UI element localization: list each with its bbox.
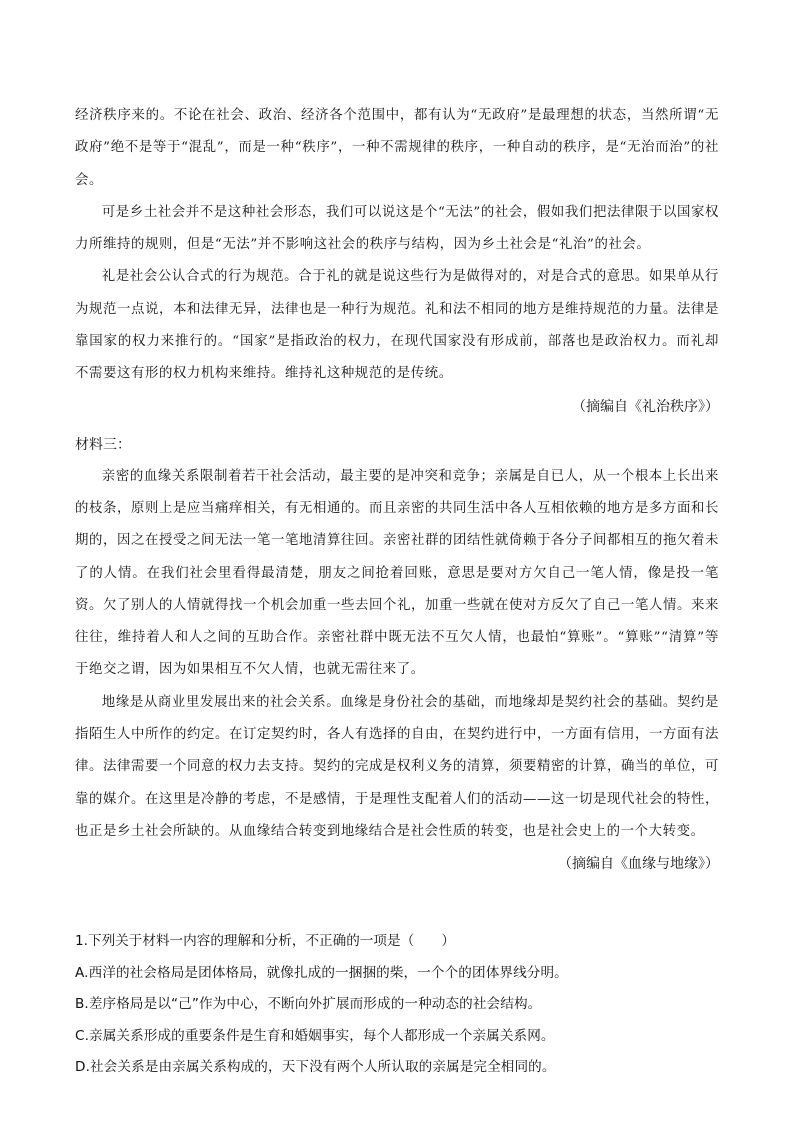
option-b[interactable]: B.差序格局是以“己”作为中心，不断向外扩展而形成的一种动态的社会结构。 (75, 996, 542, 1013)
source-attribution-2: （摘编自《血缘与地缘》） (558, 856, 719, 873)
material-3-heading: 材料三： (75, 436, 131, 453)
question-1 (75, 926, 719, 1084)
option-d[interactable]: D.社会关系是由亲属关系构成的，天下没有两个人所认取的亲属是完全相同的。 (75, 1059, 556, 1076)
paragraph-locality: 地缘是从商业里发展出来的社会关系。血缘是身份社会的基础，而地缘却是契约社会的基础。契约是指陌生人中所作的约定。在订定契约时，各人有选择的自由，在契约进行中，一方面有信用，一方面有法律。法律需要一个同意的权力去支持。契约的完成是权利义务的清算，须要精密的计算，确当的单位，可靠的媒介。在这里是冷静的考虑，不是感情，于是理性支配着人们的活动——这一切是现代社会的特性，也正是乡土社会所缺的。从血缘结合转变到地缘结合是社会性质的转变，也是社会史上的一个大转变。 (75, 694, 719, 839)
paragraph-rural-society: 可是乡土社会并不是这种社会形态，我们可以说这是个“无法”的社会，假如我们把法律限于以国家权力所维持的规则，但是“无法”并不影响这社会的秩序与结构，因为乡土社会是“礼治”的社会。 (75, 204, 719, 253)
paragraph-kinship: 亲密的血缘关系限制着若干社会活动，最主要的是冲突和竞争；亲属是自已人，从一个根本上长出来的枝条，原则上是应当痛痒相关，有无相通的。而且亲密的共同生活中各人互相依赖的地方是多方面和长期的，因之在授受之间无法一笔一笔地清算往回。亲密社群的团结性就倚赖于各分子间都相互的拖欠着未了的人情。在我们社会里看得最清楚，朋友之间抢着回账，意思是要对方欠自己一笔人情，像是投一笔资。欠了别人的人情就得找一个机会加重一些去回个礼，加重一些就在使对方反欠了自己一笔人情。来来往往，维持着人和人之间的互助合作。亲密社群中既无法不互欠人情，也最怕“算账”。“算账”“清算”等于绝交之谓，因为如果相互不欠人情，也就无需往来了。 (75, 468, 719, 678)
paragraph-ritual-norms: 礼是社会公认合式的行为规范。合于礼的就是说这些行为是做得对的，对是合式的意思。如果单从行为规范一点说，本和法律无异，法律也是一种行为规范。礼和法不相同的地方是维持规范的力量。法律是靠国家的权力来推行的。“国家”是指政治的权力，在现代国家没有形成前，部落也是政治权力。而礼却不需要这有形的权力机构来维持。维持礼这种规范的是传统。 (75, 269, 719, 382)
source-attribution-1: （摘编自《礼治秩序》） (572, 398, 719, 415)
question-stem: 1.下列关于材料一内容的理解和分析，不正确的一项是（ ） (75, 933, 455, 950)
paragraph-continuation: 经济秩序来的。不论在社会、政治、经济各个范围中，都有认为“无政府”是最理想的状态，当然所谓“无政府”绝不是等于“混乱”，而是一种“秩序”，一种不需规律的秩序，一种自动的秩序，是“无治而治”的社会。 (75, 108, 719, 188)
option-c[interactable]: C.亲属关系形成的重要条件是生育和婚姻事实，每个人都形成一个亲属关系网。 (75, 1027, 555, 1044)
option-a[interactable]: A.西洋的社会格局是团体格局，就像扎成的一捆捆的柴，一个个的团体界线分明。 (75, 964, 568, 981)
